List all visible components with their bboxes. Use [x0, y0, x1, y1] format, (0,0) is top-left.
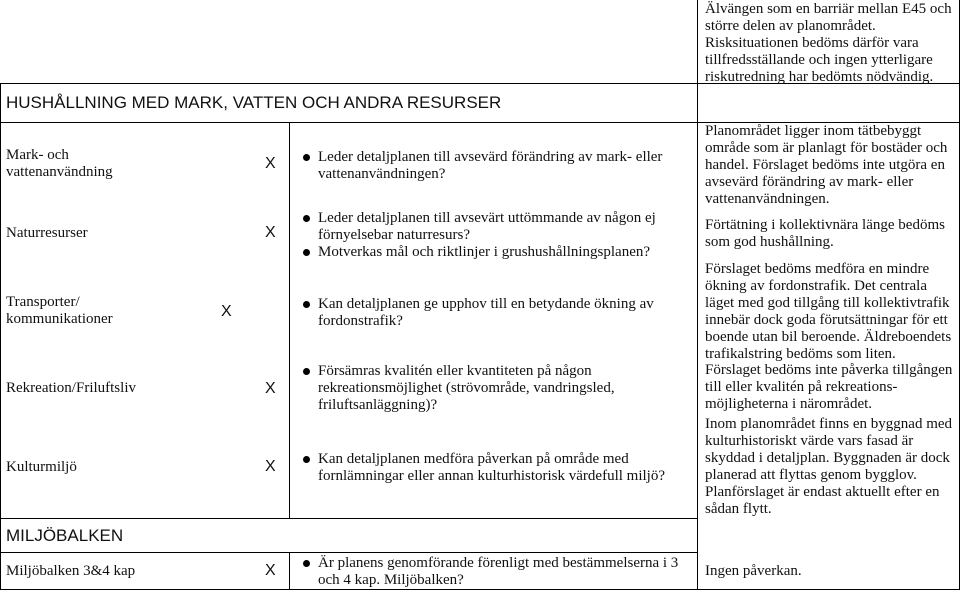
question-item: Försämras kvalitén eller kvantiteten på någon rekreationsmöjlighet (strövområde, vandringsled, friluftsanläggning)?: [300, 363, 685, 414]
comment-miljobalken: [705, 563, 953, 580]
section-title-miljobalken: MILJÖBALKEN: [6, 526, 124, 545]
comment-naturresurser: [705, 217, 953, 251]
rule: [0, 552, 698, 553]
row-label-kulturmiljo: Kulturmiljö: [6, 459, 77, 475]
rule: [697, 0, 698, 590]
comment-text: Förslaget bedöms inte påverka tillgången till eller kvalitén på rekreations-möjligheterna i närområdet.: [705, 362, 953, 412]
mark-x: X: [265, 380, 276, 397]
comment-text: Ingen påverkan.: [705, 563, 802, 579]
question-block: [300, 451, 685, 485]
question-item: Leder detaljplanen till avsevärd förändring av mark- eller vattenanvändningen?: [300, 149, 685, 183]
rule: [289, 122, 290, 518]
question-item: Är planens genomförande förenligt med bestämmelserna i 3 och 4 kap. Miljöbalken?: [300, 555, 685, 589]
row-label-transporter: Transporter/ kommunikationer: [6, 294, 113, 327]
mark-x: X: [265, 562, 276, 579]
question-block: [300, 210, 685, 261]
comment-text: Inom planområdet finns en byggnad med kulturhistoriskt värde vars fasad är skyddad i detaljplan. Byggnaden är dock planerad att flyttas genom bygglov. Planförslaget är endast aktuellt efter en sådan flytt.: [705, 416, 953, 517]
question-block: [300, 296, 685, 330]
rule: [0, 518, 698, 519]
comment-mark: [705, 123, 953, 208]
mark-x: X: [265, 458, 276, 475]
mark-x: X: [221, 303, 232, 320]
mark-x: X: [265, 224, 276, 241]
comment-rekreation: [705, 362, 953, 413]
question-item: Kan detaljplanen ge upphov till en betydande ökning av fordonstrafik?: [300, 296, 685, 330]
question-item: Leder detaljplanen till avsevärt uttömmande av någon ej förnyelsebar naturresurs?: [300, 210, 685, 244]
mark-x: X: [265, 155, 276, 172]
section-title-resurser: HUSHÅLLNING MED MARK, VATTEN OCH ANDRA RESURSER: [6, 93, 502, 112]
comment-text: Planområdet ligger inom tätbebyggt område som är planlagt för bostäder och handel. Förslaget bedöms inte utgöra en avsevärd förändring av mark- eller vattenanvändningen.: [705, 123, 948, 207]
rule: [0, 83, 1, 590]
rule: [289, 552, 290, 590]
comment-kulturmiljo: [705, 416, 953, 518]
question-item: Motverkas mål och riktlinjer i grushushållningsplanen?: [300, 244, 685, 261]
top-comment: Älvängen som en barriär mellan E45 och större delen av planområdet. Risksituationen bedöms därför vara tillfredsställande och ingen ytterligare riskutredning har bedömts nödvändig.: [705, 1, 952, 85]
row-label-rekreation: Rekreation/Friluftsliv: [6, 380, 136, 396]
row-label-naturresurser: Naturresurser: [6, 225, 88, 241]
comment-transporter: [705, 261, 953, 363]
row-label-miljobalken: Miljöbalken 3&4 kap: [6, 563, 136, 579]
question-item: Kan detaljplanen medföra påverkan på område med fornlämningar eller annan kulturhistorisk värdefull miljö?: [300, 451, 685, 485]
question-block: [300, 363, 685, 414]
comment-text: Förslaget bedöms medföra en mindre ökning av fordonstrafik. Det centrala läget med god tillgång till kollektivtrafik innebär dock goda förutsättningar för ett boende utan bil beroende. Äldreboendets trafikalstring bedöms som liten.: [705, 261, 952, 362]
row-label-mark: Mark- och vattenanvändning: [6, 147, 113, 180]
question-block: [300, 149, 685, 183]
question-block: [300, 555, 685, 589]
comment-text: Förtätning i kollektivnära länge bedöms som god hushållning.: [705, 217, 945, 250]
